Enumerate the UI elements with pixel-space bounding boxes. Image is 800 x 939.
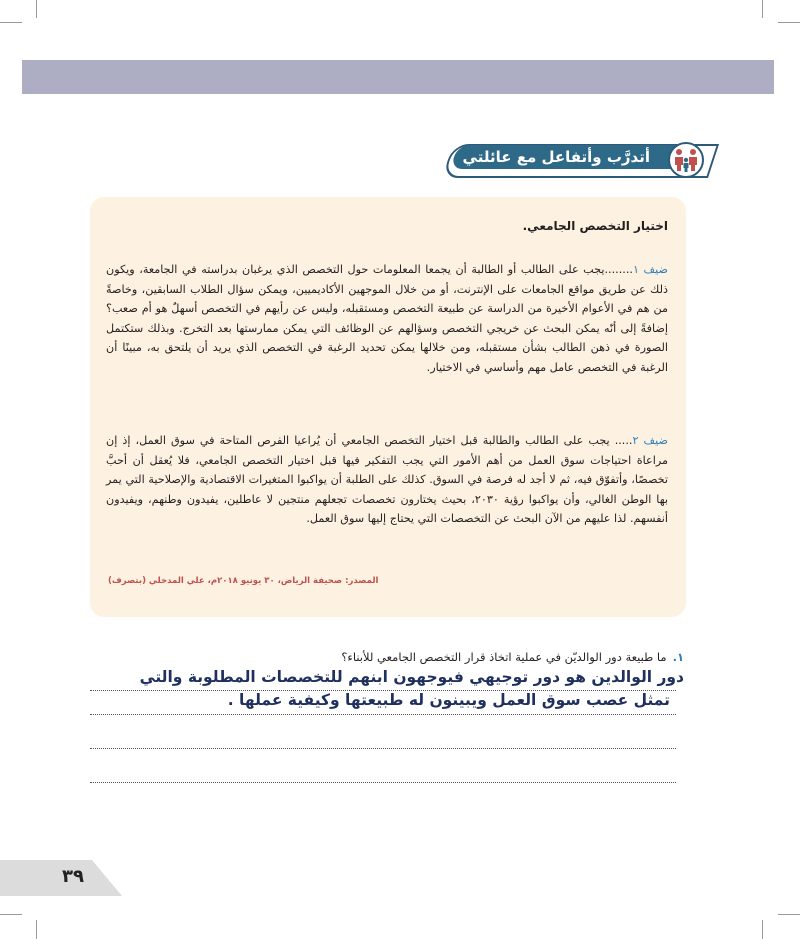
section-title: أتدرَّب وأتفاعل مع عائلتي: [462, 148, 650, 166]
answer-rule: [90, 748, 676, 749]
guest-2-paragraph: [106, 431, 668, 529]
guest-1-paragraph: [106, 260, 668, 377]
crop-mark: [0, 914, 22, 915]
crop-mark: [778, 914, 800, 915]
question-text: ما طبيعة دور الوالديّن في عملية اتخاذ قرار التخصص الجامعي للأبناء؟: [341, 650, 667, 664]
question-number: ١.: [672, 650, 684, 664]
answer-line-1[interactable]: دور الوالدين هو دور توجيهي فيوجهون ابنهم للتخصصات المطلوبة والتي: [139, 668, 684, 686]
guest-2-label: ضيف ٢: [632, 434, 668, 447]
page-number: ٣٩: [62, 866, 84, 887]
header-band: [22, 60, 774, 94]
section-banner: [440, 140, 708, 180]
answer-rule: [90, 714, 676, 715]
answer-rule: [90, 782, 676, 783]
page-number-tab: [0, 860, 122, 896]
crop-mark: [36, 0, 37, 18]
crop-mark: [0, 22, 22, 23]
guest-1-text: ........يجب على الطالب أو الطالبة أن يجمعا المعلومات حول التخصص الذي يرغبان بدراسته في الجامعة، ويكون ذلك عن طريق مواقع الجامعات على الإنترنت، أو من خلال الموجهين الأكاديميين، ويمكن سؤال الطلاب السابقين، وخاصةً من هم في الأعوام الأخيرة من الدراسة عن طبيعة التخصص ومستقبله، وليس عن رأيهم في التخصص أسهلٌ هو أم صعب؟ إضافةً إلى أنّه يمكن البحث عن خريجي التخصص وسؤالهم عن الوظائف التي يمكن ممارستها بعد التخرج. وبذلك ستكتمل الصورة في ذهن الطالب بشأن مستقبله، ومن خلالها يمكن تحديد الرغبة في التخصص الذي يريد أن يلتحق به، مبينًا أن الرغبة في التخصص عامل مهم وأساسي في الاختيار.: [106, 263, 668, 374]
family-icon: [664, 140, 708, 180]
answer-line-2[interactable]: تمثل عصب سوق العمل ويبينون له طبيعتها وكيفية عملها .: [227, 691, 670, 709]
guest-2-text: ..... يجب على الطالب والطالبة قبل اختيار التخصص الجامعي أن يُراعيا الفرص المتاحة في سوق العمل، إذ إن مراعاة احتياجات سوق العمل من أهم الأمور التي يجب التفكير فيها قبل اختيار التخصص الجامعي، فلا يُعقل أن أحبَّ تخصصًا، وأتفوّق فيه، ثم لا أجد له فرصة في السوق. كذلك على الطلبة أن يواكبوا المتغيرات الاقتصادية والإصلاحية التي يمر بها الوطن الغالي، وأن يواكبوا رؤية ٢٠٣٠، بحيث يختارون تخصصات تجعلهم منتجين لا عاطلين، يفيدون وطنهم، ويفيدون أنفسهم. لذا عليهم من الآن البحث عن التخصصات التي يحتاج إليها سوق العمل.: [106, 434, 668, 525]
answer-rule: [90, 690, 676, 691]
crop-mark: [762, 0, 763, 18]
question-1: [341, 650, 684, 664]
reading-title: اختيار التخصص الجامعي.: [522, 219, 668, 233]
reading-box: [90, 197, 686, 617]
crop-mark: [762, 920, 763, 939]
crop-mark: [778, 22, 800, 23]
crop-mark: [36, 920, 37, 939]
guest-1-label: ضيف ١: [632, 263, 669, 276]
source-citation: المصدر: صحيفة الرياض، ٣٠ يونيو ٢٠١٨م، علي المدخلي (بتصرف): [108, 576, 379, 586]
